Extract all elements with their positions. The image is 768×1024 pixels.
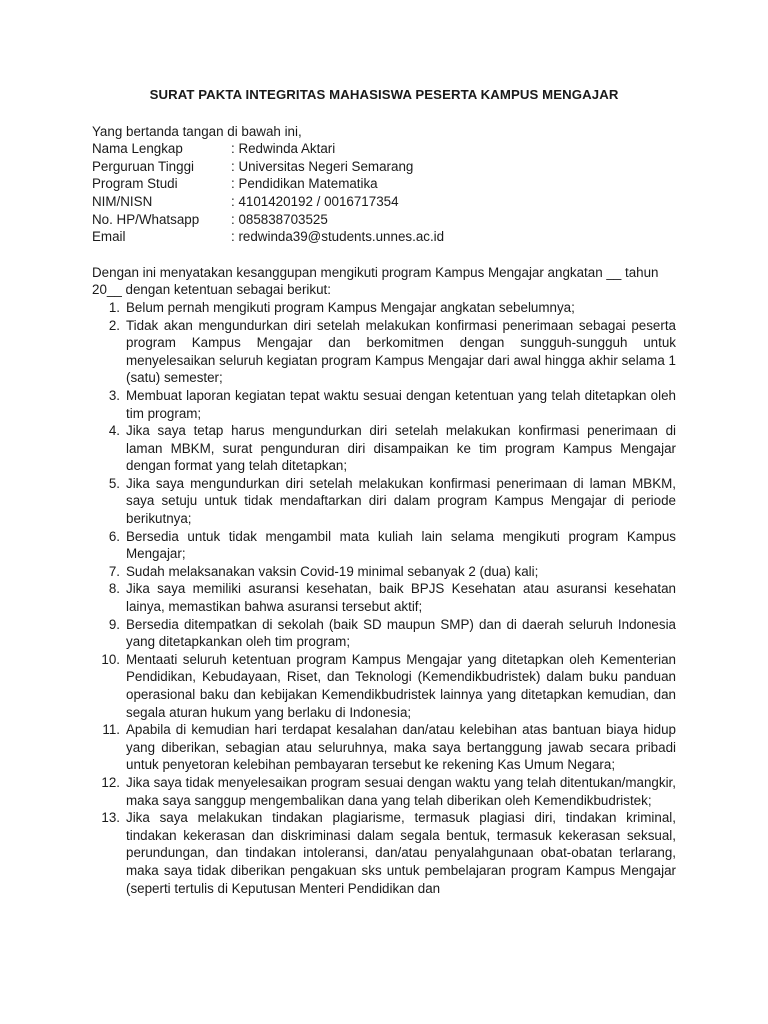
clause-number: 8.	[108, 581, 120, 597]
list-item	[92, 528, 676, 563]
clause-text: Jika saya memiliki asuransi kesehatan, baik BPJS Kesehatan atau asuransi kesehatan lainya, memastikan bahwa asuransi tersebut aktif;	[126, 581, 676, 615]
list-item	[92, 774, 676, 809]
identity-value: : Redwinda Aktari	[231, 141, 336, 157]
identity-label: Nama Lengkap	[92, 141, 183, 157]
clause-list	[92, 299, 676, 897]
identity-row	[92, 175, 676, 193]
list-item	[92, 299, 676, 317]
clause-number: 10.	[101, 651, 120, 667]
identity-value: : Universitas Negeri Semarang	[231, 158, 414, 174]
clause-text: Jika saya tidak menyelesaikan program sesuai dengan waktu yang telah ditentukan/mangkir, maka saya sanggup mengembalikan dana yang telah diberikan oleh Kemendikbudristek;	[126, 774, 676, 808]
clause-number: 9.	[108, 616, 120, 632]
clause-number: 7.	[108, 563, 120, 579]
clause-text: Jika saya tetap harus mengundurkan diri setelah melakukan konfirmasi penerimaan di laman MBKM, surat pengunduran diri disampaikan ke tim program Kampus Mengajar dengan format yang telah ditetapkan;	[126, 423, 676, 474]
clause-text: Membuat laporan kegiatan tepat waktu sesuai dengan ketentuan yang telah ditetapkan oleh tim program;	[126, 387, 676, 421]
identity-value: : 4101420192 / 0016717354	[231, 193, 399, 209]
list-item	[92, 387, 676, 422]
list-item	[92, 422, 676, 475]
clause-text: Jika saya mengundurkan diri setelah melakukan konfirmasi penerimaan di laman MBKM, saya setuju untuk tidak mendaftarkan diri dalam program Kampus Mengajar di periode berikutnya;	[126, 475, 676, 527]
identity-label: Program Studi	[92, 176, 178, 192]
identity-row	[92, 158, 676, 176]
list-item	[92, 475, 676, 528]
list-item	[92, 616, 676, 651]
identity-value: : redwinda39@students.unnes.ac.id	[231, 229, 445, 245]
document-title: SURAT PAKTA INTEGRITAS MAHASISWA PESERTA KAMPUS MENGAJAR	[149, 87, 619, 102]
identity-row	[92, 193, 676, 211]
clause-number: 3.	[108, 387, 120, 403]
clause-number: 11.	[102, 722, 120, 738]
clause-text: Jika saya melakukan tindakan plagiarisme, termasuk plagiasi diri, tindakan kriminal, tindakan kekerasan dan diskriminasi dalam segala bentuk, termasuk kekerasan seksual, perundungan, dan tindakan intoleransi, dan/atau penyalahgunaan obat-obatan terlarang, maka saya tidak diberikan pengakuan sks untuk pembelajaran program Kampus Mengajar (seperti tertulis di Keputusan Menteri Pendidikan dan	[126, 810, 676, 896]
identity-label: Email	[92, 229, 126, 245]
clause-text: Tidak akan mengundurkan diri setelah melakukan konfirmasi penerimaan sebagai peserta program Kampus Mengajar dan berkomitmen dengan sungguh-sungguh untuk menyelesaikan seluruh kegiatan program Kampus Mengajar dari awal hingga akhir selama 1 (satu) semester;	[126, 317, 676, 386]
clause-number: 2.	[108, 317, 120, 333]
identity-value: : Pendidikan Matematika	[231, 176, 378, 192]
clause-text: Mentaati seluruh ketentuan program Kampus Mengajar yang ditetapkan oleh Kementerian Pendidikan, Kebudayaan, Riset, dan Teknologi (Kemendikbudristek) dalam buku panduan operasional baku dan kebijakan Kemendikbudristek lainnya yang ditetapkan kemudian, dan segala aturan hukum yang berlaku di Indonesia;	[126, 651, 676, 720]
identity-row	[92, 211, 676, 229]
clause-number: 6.	[108, 528, 120, 544]
clause-number: 5.	[108, 475, 120, 491]
intro-line: Yang bertanda tangan di bawah ini,	[92, 123, 302, 139]
identity-row	[92, 228, 676, 246]
clause-text: Bersedia untuk tidak mengambil mata kuliah lain selama mengikuti program Kampus Mengajar;	[126, 528, 676, 562]
clause-text: Apabila di kemudian hari terdapat kesalahan dan/atau kelebihan atas bantuan biaya hidup yang diberikan, sebagian atau seluruhnya, maka saya bertanggung jawab secara pribadi untuk penyetoran kelebihan pembayaran tersebut ke rekening Kas Umum Negara;	[126, 722, 676, 773]
identity-value: : 085838703525	[231, 211, 328, 227]
clause-text: Belum pernah mengikuti program Kampus Mengajar angkatan sebelumnya;	[126, 299, 575, 315]
clause-number: 4.	[108, 423, 120, 439]
statement-paragraph: Dengan ini menyatakan kesanggupan mengikuti program Kampus Mengajar angkatan __ tahun 20__ dengan ketentuan sebagai berikut:	[92, 264, 659, 298]
clause-text: Bersedia ditempatkan di sekolah (baik SD maupun SMP) dan di daerah seluruh Indonesia yang ditetapkankan oleh tim program;	[126, 616, 676, 650]
clause-number: 13.	[101, 810, 120, 826]
list-item	[92, 317, 676, 387]
clause-text: Sudah melaksanakan vaksin Covid-19 minimal sebanyak 2 (dua) kali;	[126, 563, 539, 579]
identity-row	[92, 140, 676, 158]
identity-label: Perguruan Tinggi	[92, 158, 194, 174]
list-item	[92, 651, 676, 721]
list-item	[92, 809, 676, 897]
identity-list	[92, 140, 676, 246]
clause-number: 1.	[108, 299, 120, 315]
list-item	[92, 721, 676, 774]
list-item	[92, 563, 676, 581]
document-page	[92, 86, 676, 897]
identity-label: No. HP/Whatsapp	[92, 211, 200, 227]
list-item	[92, 580, 676, 615]
clause-number: 12.	[101, 774, 120, 790]
identity-label: NIM/NISN	[92, 193, 153, 209]
